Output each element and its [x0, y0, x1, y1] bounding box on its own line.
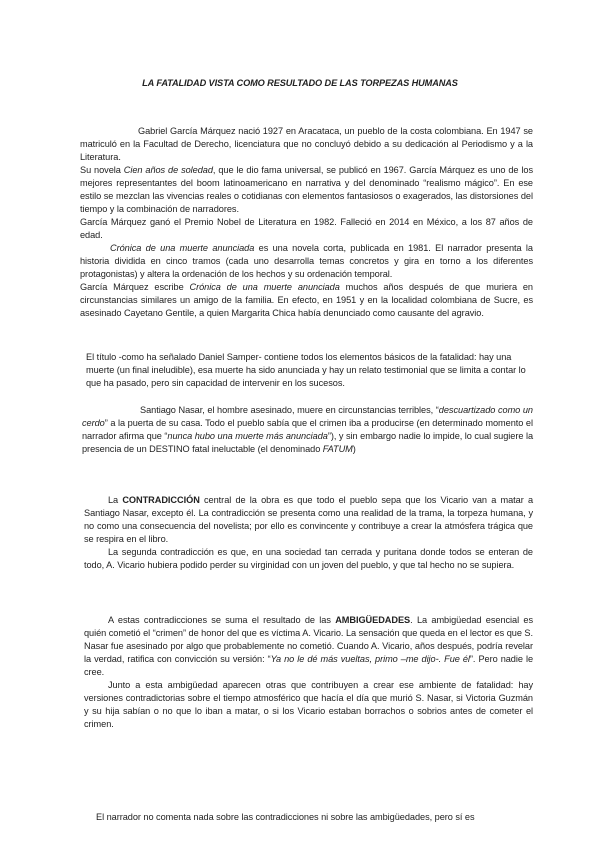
paragraph-context: García Márquez escribe Crónica de una muerte anunciada muchos años después de que muriera en circunstancias similares un amigo de la familia. En efecto, en 1951 y en la localidad colombiana de Sucre, es asesinado Cayetano Gentile, a quien Margarita Chica había denunciado como causante del agravio.	[80, 282, 533, 318]
keyword-ambiguedades: AMBIGÜEDADES	[335, 615, 411, 625]
paragraph-cronica: Crónica de una muerte anunciada es una novela corta, publicada en 1981. El narrador presenta la historia dividida en cinco tramos (cada uno desarrolla temas concretos y gira en torno a los diferentes protagonistas) y altera la ordenación de los hechos y su ordenación temporal.	[80, 243, 533, 279]
keyword-contradiccion: CONTRADICCIÓN	[122, 495, 200, 505]
paragraph-ambiguity: A estas contradicciones se suma el resultado de las AMBIGÜEDADES. La ambigüedad esencial es quién cometió el “crimen” de honor del que es víctima A. Vicario. La sensación que queda en el lector es que S. Nasar fue asesinado por algo que probablemente no cometió. Cuando A. Vicario, años después, podría revelar la verdad, ratifica con convicción su versión: “Ya no le dé más vueltas, primo –me dijo-. Fue él”. Pero nadie le cree.	[84, 615, 534, 677]
paragraph-novel: Su novela Cien años de soledad, que le dio fama universal, se publicó en 1967. García Márquez es uno de los mejores representantes del boom latinoamericano en narrativa y del denominado “realismo mágico”. En ese estilo se mezclan las vivencias reales o cotidianas con elementos fantasiosos o exagerados, las distorsiones del tiempo y la combinación de narradores.	[80, 165, 533, 214]
paragraph-narrator: El narrador no comenta nada sobre las contradicciones ni sobre las ambigüedades, pero sí es	[96, 812, 475, 822]
paragraph-other-ambiguities: Junto a esta ambigüedad aparecen otras que contribuyen a crear ese ambiente de fatalidad: hay versiones contradictorias sobre el tiempo atmosférico que hacía el día que murió S. Nasar, si Victoria Guzmán y su hija sabían o no que lo iban a matar, o si los Vicario estaban borrachos o sobrios antes de cometer el crimen.	[84, 680, 533, 729]
section-biography	[80, 125, 533, 320]
paragraph-birth: Gabriel García Márquez nació 1927 en Aracataca, un pueblo de la costa colombiana. En 1947 se matriculó en la Facultad de Derecho, licenciatura que no concluyó debido a su dedicación al Periodismo y a la Literatura.	[80, 126, 533, 162]
section-title-analysis	[86, 351, 533, 390]
document-title: LA FATALIDAD VISTA COMO RESULTADO DE LAS TORPEZAS HUMANAS	[142, 78, 458, 88]
book-title-italic: Crónica de una muerte anunciada	[189, 282, 340, 292]
section-destiny	[82, 404, 533, 456]
section-ambiguity	[84, 614, 533, 731]
paragraph-santiago-nasar: Santiago Nasar, el hombre asesinado, muere en circunstancias terribles, “descuartizado como un cerdo” a la puerta de su casa. Todo el pueblo sabía que el crimen iba a producirse (en determinado momento el narrador afirma que “nunca hubo una muerte más anunciada”), y sin embargo nadie lo impide, lo cual sugiere la presencia de un DESTINO fatal ineluctable (el denominado FATUM)	[82, 405, 534, 454]
paragraph-contradiction: La CONTRADICCIÓN central de la obra es que todo el pueblo sepa que los Vicario van a matar a Santiago Nasar, excepto él. La contradicción se presenta como una realidad de la trama, la torpeza humana, y no como una consecuencia del novelista; por ello es convincente y contribuye a crear la atmósfera trágica que se respira en el libro.	[84, 495, 533, 544]
section-contradiction	[84, 494, 533, 572]
paragraph-samper: El título -como ha señalado Daniel Samper- contiene todos los elementos básicos de la fatalidad: hay una muerte (un final ineludible), esa muerte ha sido anunciada y hay un relato testimonial que se limita a contar lo que ha pasado, pero sin capacidad de intervenir en los sucesos.	[86, 352, 526, 388]
paragraph-nobel: García Márquez ganó el Premio Nobel de Literatura en 1982. Falleció en 2014 en México, a los 87 años de edad.	[80, 217, 533, 240]
section-narrator	[84, 811, 533, 824]
book-title-italic: Crónica de una muerte anunciada	[110, 243, 255, 253]
book-title-italic: Cien años de soledad	[123, 165, 213, 175]
paragraph-second-contradiction: La segunda contradicción es que, en una sociedad tan cerrada y puritana donde todos se enteran de todo, A. Vicario hubiera podido perder su virginidad con un joven del pueblo, y que tal hecho no se supiera.	[84, 547, 533, 570]
